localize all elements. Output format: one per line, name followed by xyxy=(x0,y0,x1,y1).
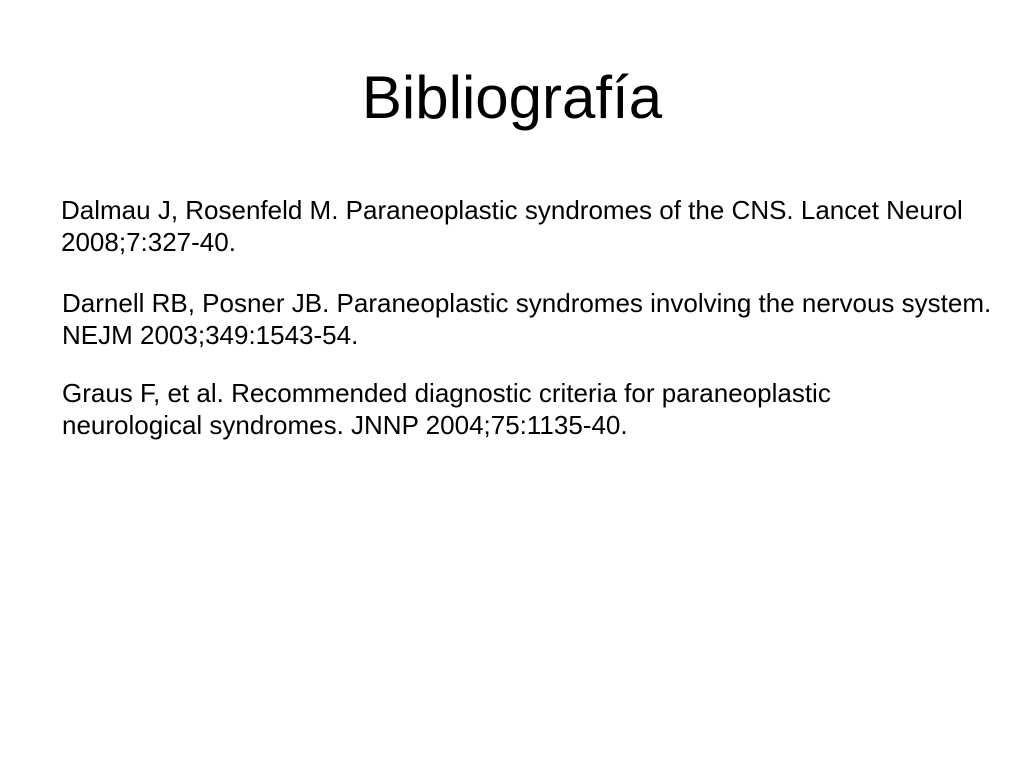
slide-title: Bibliografía xyxy=(361,64,663,131)
reference-item-graus: Graus F, et al. Recommended diagnostic criteria for paraneoplastic neurological syndromes. JNNP 2004;75:1135-40. xyxy=(62,378,831,440)
reference-item-darnell: Darnell RB, Posner JB. Paraneoplastic syndromes involving the nervous system. NEJM 2003;349:1543-54. xyxy=(62,288,992,350)
reference-item-dalmau: Dalmau J, Rosenfeld M. Paraneoplastic syndromes of the CNS. Lancet Neurol 2008;7:327-40. xyxy=(61,195,963,257)
